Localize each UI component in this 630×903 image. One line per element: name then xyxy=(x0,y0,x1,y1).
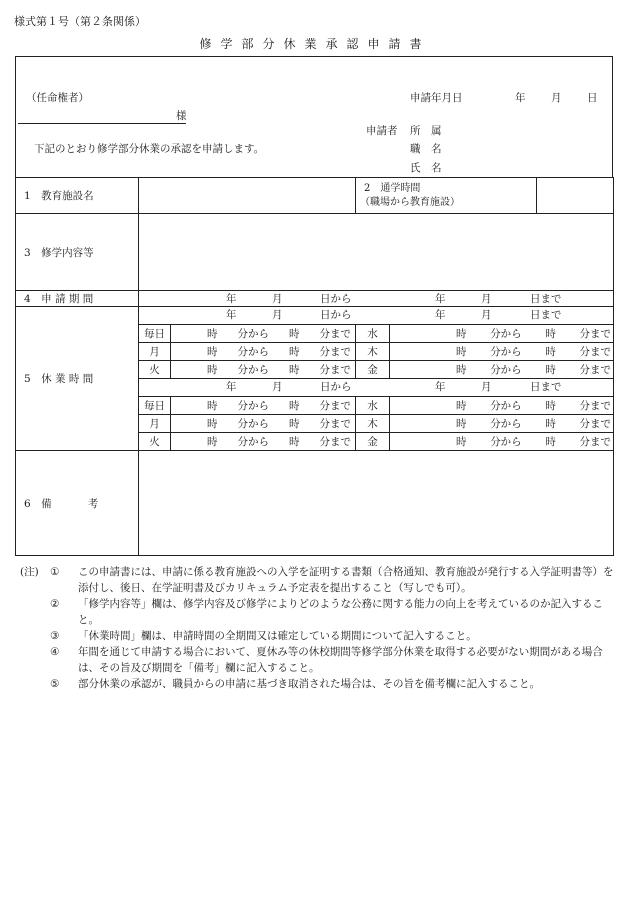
hour: 時 xyxy=(456,364,467,376)
time-range[interactable] xyxy=(390,361,614,379)
lp2-from-month: 月 xyxy=(272,381,283,393)
min-from: 分から xyxy=(237,418,269,430)
min-until: 分まで xyxy=(319,364,351,376)
min-from: 分から xyxy=(490,328,522,340)
lp1-from-year: 年 xyxy=(226,309,237,321)
time-range[interactable] xyxy=(390,325,614,343)
note-4-text: 年間を通じて申請する場合において、夏休み等の休校期間等修学部分休業を取得する必要がない期間がある場合は、その旨及び期間を「備考」欄に記入すること。 xyxy=(78,646,603,674)
min-until: 分まで xyxy=(319,436,351,448)
application-period-label: 4 申 請 期 間 xyxy=(16,291,139,307)
hour: 時 xyxy=(289,346,300,358)
hour: 時 xyxy=(456,418,467,430)
date-day: 日 xyxy=(587,92,598,104)
time-range[interactable] xyxy=(390,397,614,415)
hour: 時 xyxy=(207,400,218,412)
hour: 時 xyxy=(545,436,556,448)
time-range[interactable] xyxy=(171,325,356,343)
commute-label-line1: 2 通学時間 xyxy=(364,182,421,194)
note-3-text: 「休業時間」欄は、申請時間の全期間又は確定している期間について記入すること。 xyxy=(78,630,477,642)
application-header xyxy=(15,56,613,178)
note-3 xyxy=(20,628,616,644)
notes-section xyxy=(20,564,616,692)
application-date-label: 申請年月日 xyxy=(410,92,463,104)
day-everyday: 毎日 xyxy=(139,325,171,343)
lp2-until-year: 年 xyxy=(435,381,446,393)
note-1 xyxy=(20,564,616,596)
min-until: 分まで xyxy=(579,346,611,358)
lp2-until-month: 月 xyxy=(481,381,492,393)
remarks-label-num: 6 備 xyxy=(24,497,52,510)
leave-hours-label: 5 休 業 時 間 xyxy=(16,307,139,451)
note-1-text: この申請書には、申請に係る教育施設への入学を証明する書類（合格通知、教育施設が発行する入学証明書等）を添付し、後日、在学証明書及びカリキュラム予定表を提出すること（写しでも可）。 xyxy=(78,566,614,594)
min-from: 分から xyxy=(237,346,269,358)
min-from: 分から xyxy=(237,400,269,412)
time-range[interactable] xyxy=(171,433,356,451)
addressee-line xyxy=(18,123,186,124)
note-2 xyxy=(20,596,616,628)
min-from: 分から xyxy=(237,364,269,376)
lp1-until-year: 年 xyxy=(435,309,446,321)
day-tue: 火 xyxy=(139,433,171,451)
min-until: 分まで xyxy=(579,328,611,340)
day-wed: 水 xyxy=(356,325,390,343)
date-month: 月 xyxy=(551,92,562,104)
commute-time-label xyxy=(356,178,461,214)
study-content-label: 3 修学内容等 xyxy=(16,214,139,291)
affiliation-label: 所 属 xyxy=(410,125,442,137)
commute-label-line2: （職場から教育施設） xyxy=(360,196,461,208)
hour: 時 xyxy=(207,328,218,340)
application-period-field[interactable] xyxy=(139,291,614,307)
hour: 時 xyxy=(207,436,218,448)
hour: 時 xyxy=(545,346,556,358)
min-until: 分まで xyxy=(579,400,611,412)
min-until: 分まで xyxy=(579,436,611,448)
min-from: 分から xyxy=(237,436,269,448)
hour: 時 xyxy=(456,346,467,358)
study-content-field[interactable] xyxy=(139,214,614,291)
min-from: 分から xyxy=(237,328,269,340)
hour: 時 xyxy=(289,400,300,412)
remarks-label xyxy=(16,451,139,556)
min-until: 分まで xyxy=(579,418,611,430)
row-study-content xyxy=(16,214,614,291)
time-range[interactable] xyxy=(390,433,614,451)
hour: 時 xyxy=(289,364,300,376)
min-until: 分まで xyxy=(319,418,351,430)
application-table xyxy=(15,177,614,556)
period-from-month: 月 xyxy=(272,293,283,305)
leave-period-1-field[interactable] xyxy=(139,307,614,325)
time-range[interactable] xyxy=(171,361,356,379)
facility-name-label: 1 教育施設名 xyxy=(16,178,139,214)
commute-time-field[interactable] xyxy=(536,178,614,213)
period-from-day: 日から xyxy=(320,293,352,305)
day-fri: 金 xyxy=(356,433,390,451)
date-year: 年 xyxy=(515,92,526,104)
note-3-mark: ③ xyxy=(50,630,60,642)
hour: 時 xyxy=(545,328,556,340)
day-wed: 水 xyxy=(356,397,390,415)
hour: 時 xyxy=(545,364,556,376)
row-remarks xyxy=(16,451,614,556)
lp1-from-day: 日から xyxy=(320,309,352,321)
min-from: 分から xyxy=(490,436,522,448)
note-2-text: 「修学内容等」欄は、修学内容及び修学によりどのような公務に関する能力の向上を考えているのか記入すること。 xyxy=(78,598,603,626)
applicant-label: 申請者 xyxy=(366,125,398,137)
form-number: 様式第１号（第２条関係） xyxy=(14,15,146,28)
hour: 時 xyxy=(545,400,556,412)
time-range[interactable] xyxy=(171,397,356,415)
facility-name-field[interactable] xyxy=(139,178,356,214)
note-1-mark: ① xyxy=(50,566,60,578)
lp2-from-year: 年 xyxy=(226,381,237,393)
hour: 時 xyxy=(289,328,300,340)
time-range[interactable] xyxy=(390,415,614,433)
hour: 時 xyxy=(456,436,467,448)
min-from: 分から xyxy=(490,346,522,358)
leave-period-row-1 xyxy=(16,307,614,325)
note-4 xyxy=(20,644,616,676)
day-mon: 月 xyxy=(139,343,171,361)
row-application-period xyxy=(16,291,614,307)
period-until-month: 月 xyxy=(481,293,492,305)
lp1-until-month: 月 xyxy=(481,309,492,321)
hour: 時 xyxy=(456,328,467,340)
day-tue: 火 xyxy=(139,361,171,379)
period-until-year: 年 xyxy=(435,293,446,305)
min-until: 分まで xyxy=(579,364,611,376)
day-thu: 木 xyxy=(356,343,390,361)
min-from: 分から xyxy=(490,364,522,376)
period-until-day: 日まで xyxy=(530,293,562,305)
note-5 xyxy=(20,676,616,692)
time-range[interactable] xyxy=(390,343,614,361)
commute-time-cell xyxy=(426,178,614,214)
lp1-from-month: 月 xyxy=(272,309,283,321)
application-statement: 下記のとおり修学部分休業の承認を申請します。 xyxy=(34,143,265,155)
min-from: 分から xyxy=(490,400,522,412)
hour: 時 xyxy=(545,418,556,430)
hour: 時 xyxy=(289,418,300,430)
day-mon: 月 xyxy=(139,415,171,433)
hour: 時 xyxy=(289,436,300,448)
note-2-mark: ② xyxy=(50,598,60,610)
min-until: 分まで xyxy=(319,346,351,358)
appointer-label: （任命権者） xyxy=(26,92,89,104)
hour: 時 xyxy=(456,400,467,412)
remarks-label-tail: 考 xyxy=(87,497,99,510)
min-until: 分まで xyxy=(319,328,351,340)
min-from: 分から xyxy=(490,418,522,430)
day-thu: 木 xyxy=(356,415,390,433)
remarks-field[interactable] xyxy=(139,451,614,556)
time-range[interactable] xyxy=(171,343,356,361)
note-5-text: 部分休業の承認が、職員からの申請に基づき取消された場合は、その旨を備考欄に記入すること。 xyxy=(78,678,540,690)
sama-label: 様 xyxy=(176,110,187,122)
lp1-until-day: 日まで xyxy=(530,309,562,321)
day-fri: 金 xyxy=(356,361,390,379)
note-5-mark: ⑤ xyxy=(50,678,60,690)
lp2-from-day: 日から xyxy=(320,381,352,393)
lp2-until-day: 日まで xyxy=(530,381,562,393)
position-label: 職 名 xyxy=(410,143,442,155)
form-title: 修学部分休業承認申請書 xyxy=(199,37,431,51)
hour: 時 xyxy=(207,346,218,358)
note-4-mark: ④ xyxy=(50,646,60,658)
day-everyday: 毎日 xyxy=(139,397,171,415)
leave-period-2-field[interactable] xyxy=(139,379,614,397)
period-from-year: 年 xyxy=(226,293,237,305)
notes-intro: (注) xyxy=(20,566,39,578)
hour: 時 xyxy=(207,364,218,376)
hour: 時 xyxy=(207,418,218,430)
row-facility xyxy=(16,178,614,214)
time-range[interactable] xyxy=(171,415,356,433)
min-until: 分まで xyxy=(319,400,351,412)
name-label: 氏 名 xyxy=(410,162,442,174)
